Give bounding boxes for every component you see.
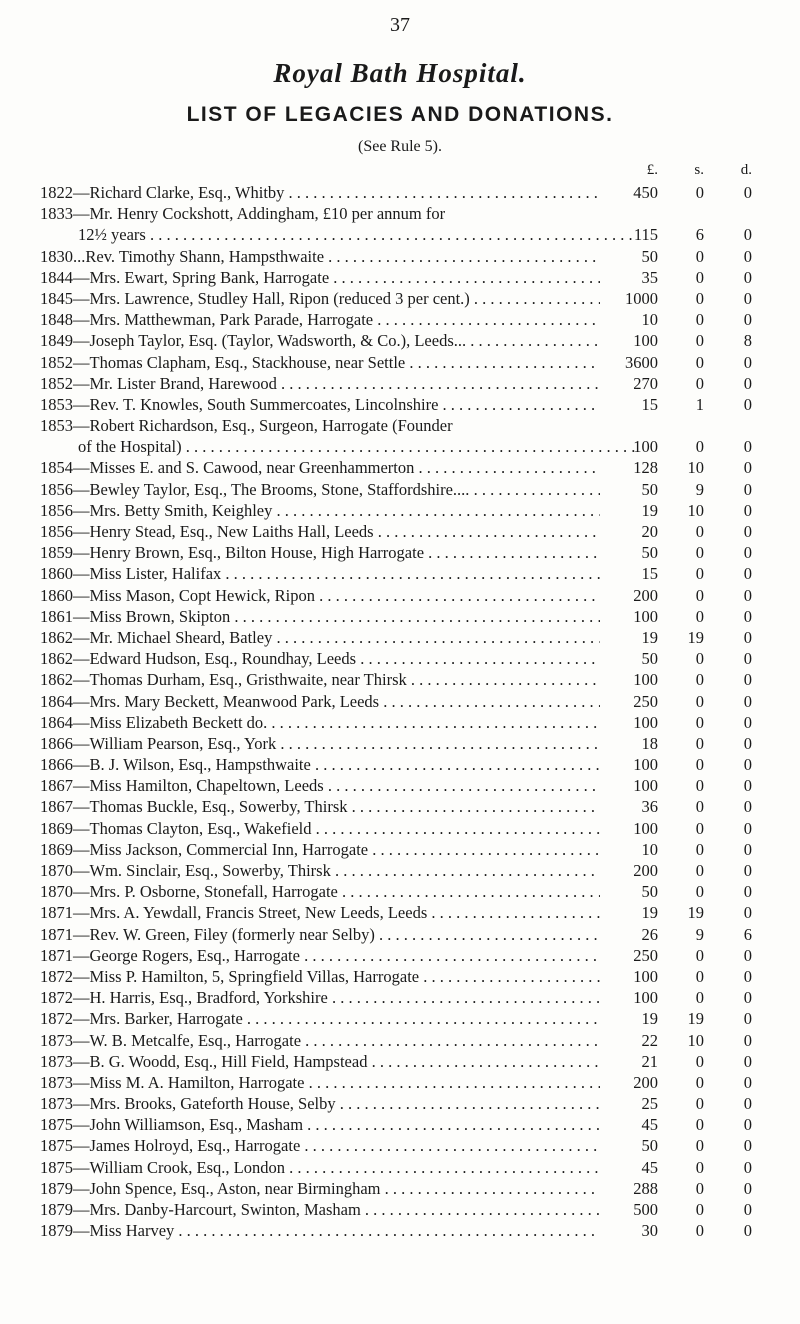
entry-pence: 0 (743, 733, 752, 753)
entry-pence: 0 (743, 797, 752, 817)
entry-shillings: 1 (695, 394, 704, 414)
entry-shillings: 0 (695, 267, 704, 287)
entry-text: 1873—Mrs. Brooks, Gateforth House, Selby . . . (40, 1093, 600, 1114)
entry-text: 1853—Rev. T. Knowles, South Summercoates, Lincolnshire . . . (40, 394, 600, 415)
entry-shillings: 0 (695, 310, 704, 330)
entry-shillings: 0 (695, 776, 704, 796)
entry-text: 1830...Rev. Timothy Shann, Hampsthwaite . . . (40, 246, 600, 267)
entry-pence: 0 (743, 1157, 752, 1177)
entry-pounds: 250 (633, 691, 658, 711)
entry-shillings: 0 (695, 649, 704, 669)
entry-pence: 0 (743, 394, 752, 414)
entry-text: 1862—Edward Hudson, Esq., Roundhay, Leeds . . . (40, 648, 600, 669)
entry-pence: 0 (743, 1221, 752, 1241)
entry-text: 1844—Mrs. Ewart, Spring Bank, Harrogate . . . (40, 267, 600, 288)
entry-pounds: 19 (641, 903, 658, 923)
entry-text: 1871—Rev. W. Green, Filey (formerly near Selby) . . . (40, 924, 600, 945)
entry-text: 1862—Mr. Michael Sheard, Batley . . . (40, 627, 600, 648)
entry-pence: 0 (743, 564, 752, 584)
list-heading: LIST OF LEGACIES AND DONATIONS. (186, 103, 614, 126)
list-item (40, 352, 760, 373)
entry-pounds: 100 (633, 988, 658, 1008)
entry-text: 1879—John Spence, Esq., Aston, near Birmingham . . . (40, 1178, 600, 1199)
list-item (40, 606, 760, 627)
entry-text: 1875—John Williamson, Esq., Masham . . . (40, 1114, 600, 1135)
entry-pence: 0 (743, 522, 752, 541)
entry-text: 1873—B. G. Woodd, Esq., Hill Field, Hampstead . . . (40, 1051, 600, 1072)
entry-text: 1862—Thomas Durham, Esq., Gristhwaite, near Thirsk . . . (40, 669, 600, 690)
entry-pounds: 288 (633, 1178, 658, 1198)
entry-shillings: 0 (695, 945, 704, 965)
entry-pounds: 500 (633, 1200, 658, 1219)
list-item (40, 415, 760, 436)
entry-text: 1853—Robert Richardson, Esq., Surgeon, Harrogate (Founder (40, 416, 453, 436)
entry-shillings: 0 (695, 797, 704, 817)
entry-shillings: 0 (695, 522, 704, 541)
list-item (40, 1199, 760, 1220)
entry-text: 1872—Miss P. Hamilton, 5, Springfield Villas, Harrogate . . . (40, 966, 600, 987)
list-item (40, 627, 760, 648)
entry-pounds: 26 (641, 924, 658, 944)
entry-shillings: 0 (695, 1051, 704, 1071)
entry-pence: 0 (743, 225, 752, 245)
entry-text: 1879—Miss Harvey . . . (40, 1220, 600, 1241)
list-item (40, 309, 760, 330)
entry-pounds: 22 (641, 1030, 658, 1050)
entry-pence: 0 (743, 903, 752, 923)
entry-pounds: 10 (641, 839, 658, 859)
entry-shillings: 0 (695, 246, 704, 266)
list-item (40, 754, 760, 775)
entry-shillings: 0 (695, 1115, 704, 1135)
entry-shillings: 10 (687, 500, 704, 520)
entry-text: 1872—H. Harris, Esq., Bradford, Yorkshire . . . (40, 987, 600, 1008)
entry-pence: 0 (743, 649, 752, 669)
list-item (40, 902, 760, 923)
entry-pence: 0 (743, 861, 752, 880)
entry-shillings: 0 (695, 733, 704, 753)
entry-pounds: 50 (641, 543, 658, 563)
entry-pence: 0 (743, 1072, 752, 1092)
entry-pounds: 1000 (625, 288, 658, 308)
entry-shillings: 0 (695, 691, 704, 711)
entry-pence: 0 (743, 458, 752, 478)
entry-shillings: 0 (695, 1157, 704, 1177)
entry-shillings: 0 (695, 1094, 704, 1114)
entry-pence: 0 (743, 267, 752, 287)
entry-text: 1856—Bewley Taylor, Esq., The Brooms, Stone, Staffordshire.... . . . (40, 479, 600, 500)
entry-text: 1822—Richard Clarke, Esq., Whitby . . . (40, 182, 600, 203)
entry-pounds: 250 (633, 945, 658, 965)
entry-text: 1860—Miss Lister, Halifax . . . (40, 563, 600, 584)
list-item (40, 712, 760, 733)
entry-pounds: 200 (633, 1072, 658, 1092)
list-item (40, 542, 760, 563)
entry-text: 1869—Thomas Clayton, Esq., Wakefield . . . (40, 818, 600, 839)
entry-text: 1845—Mrs. Lawrence, Studley Hall, Ripon (reduced 3 per cent.) . . . (40, 288, 600, 309)
list-item (40, 479, 760, 500)
entry-pounds: 15 (641, 394, 658, 414)
list-item (40, 246, 760, 267)
entry-shillings: 19 (687, 1009, 704, 1029)
list-item (40, 500, 760, 521)
list-item (40, 563, 760, 584)
entry-shillings: 0 (695, 755, 704, 775)
entry-shillings: 0 (695, 288, 704, 308)
entry-shillings: 0 (695, 818, 704, 838)
entry-pence: 0 (743, 1094, 752, 1114)
entry-pounds: 25 (641, 1094, 658, 1114)
page-number: 37 (390, 14, 410, 36)
rule-reference: (See Rule 5). (358, 138, 442, 155)
entry-pence: 0 (743, 585, 752, 605)
entry-pounds: 15 (641, 564, 658, 584)
entry-text: 1873—W. B. Metcalfe, Esq., Harrogate . . . (40, 1030, 600, 1051)
entry-text: of the Hospital) . . . (40, 436, 638, 457)
entry-text: 1866—William Pearson, Esq., York . . . (40, 733, 600, 754)
entry-pounds: 30 (641, 1221, 658, 1241)
entry-pence: 0 (743, 183, 752, 202)
list-item (40, 669, 760, 690)
list-item (40, 691, 760, 712)
entry-pence: 0 (743, 437, 752, 457)
list-item (40, 203, 760, 224)
entry-pence: 0 (743, 606, 752, 626)
list-item (40, 585, 760, 606)
entry-shillings: 0 (695, 988, 704, 1008)
entry-text: 1871—George Rogers, Esq., Harrogate . . . (40, 945, 600, 966)
entry-pounds: 100 (633, 606, 658, 626)
entry-shillings: 0 (695, 606, 704, 626)
entry-pounds: 19 (641, 500, 658, 520)
entry-pounds: 270 (633, 373, 658, 393)
entry-shillings: 0 (695, 585, 704, 605)
entry-shillings: 0 (695, 352, 704, 372)
entry-pence: 0 (743, 627, 752, 647)
entry-text: 1849—Joseph Taylor, Esq. (Taylor, Wadsworth, & Co.), Leeds... . . . (40, 330, 600, 351)
entry-pence: 0 (743, 1178, 752, 1198)
entry-pounds: 115 (633, 225, 658, 245)
entry-text: 1852—Mr. Lister Brand, Harewood . . . (40, 373, 600, 394)
entry-pounds: 100 (633, 776, 658, 796)
entry-pounds: 100 (633, 966, 658, 986)
entry-pence: 0 (743, 670, 752, 690)
list-item (40, 1072, 760, 1093)
list-item (40, 457, 760, 478)
entry-text: 1871—Mrs. A. Yewdall, Francis Street, New Leeds, Leeds . . . (40, 902, 600, 923)
entry-text: 1870—Wm. Sinclair, Esq., Sowerby, Thirsk . . . (40, 860, 600, 881)
list-item (40, 648, 760, 669)
entry-pence: 6 (743, 924, 752, 944)
entry-shillings: 9 (695, 479, 704, 499)
entry-pence: 0 (743, 966, 752, 986)
list-item (40, 966, 760, 987)
entry-text: 12½ years . . . (40, 224, 638, 245)
entry-pence: 0 (743, 310, 752, 330)
entry-pounds: 100 (633, 670, 658, 690)
entry-pence: 0 (743, 882, 752, 902)
pence-header: d. (740, 162, 752, 178)
entry-pounds: 10 (641, 310, 658, 330)
entry-pence: 0 (743, 1051, 752, 1071)
entry-pence: 0 (743, 1030, 752, 1050)
entry-shillings: 9 (695, 924, 704, 944)
entry-text: 1852—Thomas Clapham, Esq., Stackhouse, near Settle . . . (40, 352, 600, 373)
entry-shillings: 0 (695, 543, 704, 563)
entry-pence: 0 (743, 988, 752, 1008)
entry-pence: 0 (743, 776, 752, 796)
entry-shillings: 0 (695, 564, 704, 584)
list-item (40, 1051, 760, 1072)
entry-pounds: 36 (641, 797, 658, 817)
entry-text: 1860—Miss Mason, Copt Hewick, Ripon . . . (40, 585, 600, 606)
entry-pence: 0 (743, 755, 752, 775)
entry-text: 1848—Mrs. Matthewman, Park Parade, Harrogate . . . (40, 309, 600, 330)
list-item (40, 267, 760, 288)
entry-pence: 0 (743, 479, 752, 499)
entry-pounds: 100 (633, 712, 658, 732)
entry-shillings: 0 (695, 183, 704, 202)
entry-text: 1864—Miss Elizabeth Beckett do. . . . (40, 712, 600, 733)
entry-pence: 0 (743, 712, 752, 732)
entry-shillings: 6 (695, 225, 704, 245)
list-item (40, 288, 760, 309)
entry-pounds: 100 (633, 331, 658, 351)
list-item (40, 924, 760, 945)
list-item (40, 775, 760, 796)
list-item (40, 521, 760, 542)
entry-pence: 0 (743, 246, 752, 266)
entry-text: 1859—Henry Brown, Esq., Bilton House, High Harrogate . . . (40, 542, 600, 563)
list-item (40, 987, 760, 1008)
entry-shillings: 0 (695, 882, 704, 902)
entry-pence: 0 (743, 288, 752, 308)
entry-shillings: 10 (687, 1030, 704, 1050)
entry-text: 1870—Mrs. P. Osborne, Stonefall, Harrogate . . . (40, 881, 600, 902)
entry-pounds: 200 (633, 861, 658, 880)
list-item (40, 796, 760, 817)
entry-shillings: 0 (695, 670, 704, 690)
entry-text: 1875—James Holroyd, Esq., Harrogate . . . (40, 1135, 600, 1156)
entry-shillings: 0 (695, 966, 704, 986)
shillings-header: s. (694, 162, 704, 178)
entry-shillings: 0 (695, 712, 704, 732)
entry-pounds: 100 (633, 755, 658, 775)
entry-pence: 0 (743, 543, 752, 563)
entry-pounds: 200 (633, 585, 658, 605)
entry-pounds: 50 (641, 246, 658, 266)
legacies-list (40, 182, 760, 1241)
entry-shillings: 0 (695, 331, 704, 351)
list-item (40, 224, 760, 245)
list-item (40, 436, 760, 457)
entry-text: 1856—Henry Stead, Esq., New Laiths Hall, Leeds . . . (40, 521, 600, 542)
entry-pence: 0 (743, 1009, 752, 1029)
entry-shillings: 0 (695, 1072, 704, 1092)
list-item (40, 1220, 760, 1241)
list-item (40, 1135, 760, 1156)
list-item (40, 1178, 760, 1199)
entry-pounds: 50 (641, 1136, 658, 1156)
entry-text: 1869—Miss Jackson, Commercial Inn, Harrogate . . . (40, 839, 600, 860)
entry-text: 1872—Mrs. Barker, Harrogate . . . (40, 1008, 600, 1029)
entry-pounds: 50 (641, 882, 658, 902)
list-item (40, 733, 760, 754)
entry-text: 1856—Mrs. Betty Smith, Keighley . . . (40, 500, 600, 521)
pounds-header: £. (646, 162, 658, 178)
entry-shillings: 10 (687, 458, 704, 478)
entry-shillings: 0 (695, 1221, 704, 1241)
entry-text: 1854—Misses E. and S. Cawood, near Greenhammerton . . . (40, 457, 600, 478)
list-item (40, 1157, 760, 1178)
entry-shillings: 19 (687, 903, 704, 923)
list-item (40, 1114, 760, 1135)
entry-pounds: 19 (641, 1009, 658, 1029)
entry-pounds: 50 (641, 479, 658, 499)
entry-pence: 0 (743, 352, 752, 372)
entry-pounds: 100 (633, 437, 658, 457)
entry-pounds: 35 (641, 267, 658, 287)
entry-pounds: 21 (641, 1051, 658, 1071)
entry-pounds: 450 (633, 183, 658, 202)
list-item (40, 1030, 760, 1051)
entry-pence: 0 (743, 839, 752, 859)
entry-pence: 0 (743, 945, 752, 965)
entry-pounds: 19 (641, 627, 658, 647)
list-item (40, 818, 760, 839)
entry-pence: 0 (743, 1200, 752, 1219)
entry-shillings: 0 (695, 861, 704, 880)
list-item (40, 1093, 760, 1114)
entry-shillings: 0 (695, 1200, 704, 1219)
entry-text: 1833—Mr. Henry Cockshott, Addingham, £10 per annum for (40, 204, 446, 224)
list-item (40, 839, 760, 860)
entry-pence: 0 (743, 1136, 752, 1156)
entry-pence: 0 (743, 818, 752, 838)
entry-pounds: 45 (641, 1157, 658, 1177)
entry-text: 1879—Mrs. Danby-Harcourt, Swinton, Masham . . . (40, 1199, 600, 1220)
list-item (40, 182, 760, 203)
entry-pence: 0 (743, 1115, 752, 1135)
entry-shillings: 0 (695, 437, 704, 457)
list-item (40, 945, 760, 966)
list-item (40, 373, 760, 394)
page-title: Royal Bath Hospital. (273, 58, 527, 88)
entry-shillings: 19 (687, 627, 704, 647)
entry-pounds: 50 (641, 649, 658, 669)
entry-pounds: 45 (641, 1115, 658, 1135)
list-item (40, 330, 760, 351)
entry-pence: 0 (743, 500, 752, 520)
entry-shillings: 0 (695, 373, 704, 393)
entry-shillings: 0 (695, 1136, 704, 1156)
entry-pounds: 100 (633, 818, 658, 838)
entry-pounds: 18 (641, 733, 658, 753)
entry-text: 1864—Mrs. Mary Beckett, Meanwood Park, Leeds . . . (40, 691, 600, 712)
entry-pence: 8 (743, 331, 752, 351)
entry-shillings: 0 (695, 839, 704, 859)
entry-pounds: 3600 (625, 352, 658, 372)
entry-text: 1867—Miss Hamilton, Chapeltown, Leeds . . . (40, 775, 600, 796)
entry-pounds: 128 (633, 458, 658, 478)
entry-text: 1867—Thomas Buckle, Esq., Sowerby, Thirsk . . . (40, 796, 600, 817)
entry-text: 1875—William Crook, Esq., London . . . (40, 1157, 600, 1178)
entry-text: 1861—Miss Brown, Skipton . . . (40, 606, 600, 627)
entry-text: 1866—B. J. Wilson, Esq., Hampsthwaite . . . (40, 754, 600, 775)
list-item (40, 860, 760, 881)
entry-pounds: 20 (641, 522, 658, 541)
entry-pence: 0 (743, 373, 752, 393)
list-item (40, 1008, 760, 1029)
entry-pence: 0 (743, 691, 752, 711)
list-item (40, 394, 760, 415)
entry-shillings: 0 (695, 1178, 704, 1198)
list-item (40, 881, 760, 902)
entry-text: 1873—Miss M. A. Hamilton, Harrogate . . . (40, 1072, 600, 1093)
